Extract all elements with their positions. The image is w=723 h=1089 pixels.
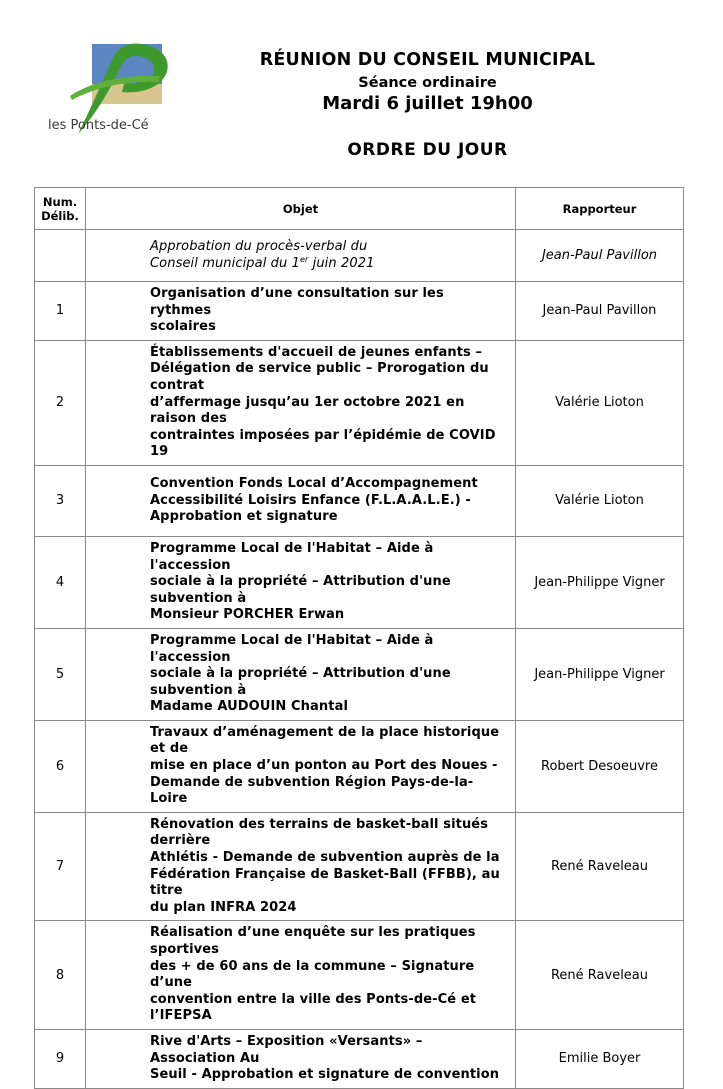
row-num [35, 230, 86, 282]
table-row [35, 720, 684, 812]
agenda-table [34, 187, 684, 1089]
objet-line: Travaux d’aménagement de la place historique et de [150, 724, 500, 757]
objet-line: sociale à la propriété – Attribution d'une subvention à [150, 574, 451, 606]
row-num: 6 [35, 720, 86, 812]
header-num-line1: Num. [42, 194, 78, 209]
row-objet [86, 720, 516, 812]
objet-line: Rive d'Arts – Exposition «Versants» – Association Au [150, 1033, 423, 1066]
row-objet [86, 282, 516, 341]
intro-line2-suffix: juin 2021 [308, 255, 375, 271]
objet-line: scolaires [150, 319, 216, 335]
objet-line: Rénovation des terrains de basket-ball situés derrière [150, 816, 489, 849]
objet-line: Demande de subvention Région Pays-de-la-Loire [150, 774, 474, 807]
row-num: 1 [35, 282, 86, 341]
row-num: 4 [35, 536, 86, 628]
objet-line: contraintes imposées par l’épidémie de COVID 19 [150, 427, 496, 460]
row-objet [86, 1029, 516, 1088]
row-rapporteur: Robert Desoeuvre [516, 720, 684, 812]
row-rapporteur: Jean-Paul Pavillon [516, 282, 684, 341]
agenda-title: ORDRE DU JOUR [347, 140, 508, 160]
objet-line: convention entre la ville des Ponts-de-Cé et l’IFEPSA [150, 991, 477, 1024]
objet-line: d’affermage jusqu’au 1er octobre 2021 en raison des [150, 394, 465, 427]
page-subtitle: Séance ordinaire [358, 75, 497, 91]
header-num [35, 188, 86, 230]
objet-line: Monsieur PORCHER Erwan [150, 607, 345, 623]
table-row [35, 812, 684, 921]
row-objet [86, 465, 516, 536]
objet-line: Convention Fonds Local d’Accompagnement [150, 476, 478, 492]
table-row-intro [35, 230, 684, 282]
table-row [35, 921, 684, 1030]
row-num: 9 [35, 1029, 86, 1088]
objet-line: Programme Local de l'Habitat – Aide à l'accession [150, 540, 434, 573]
objet-line: du plan INFRA 2024 [150, 899, 297, 915]
table-row [35, 282, 684, 341]
objet-line: Approbation et signature [150, 509, 338, 525]
row-rapporteur: René Raveleau [516, 812, 684, 921]
row-num: 5 [35, 628, 86, 720]
row-rapporteur: Jean-Paul Pavillon [516, 230, 684, 282]
table-row [35, 628, 684, 720]
meeting-date: Mardi 6 juillet 19h00 [322, 93, 533, 114]
row-objet [86, 921, 516, 1030]
row-rapporteur: Jean-Philippe Vigner [516, 628, 684, 720]
row-rapporteur: Emilie Boyer [516, 1029, 684, 1088]
row-num: 2 [35, 340, 86, 465]
row-rapporteur: Valérie Lioton [516, 340, 684, 465]
objet-line: sociale à la propriété – Attribution d'une subvention à [150, 666, 451, 698]
table-row [35, 340, 684, 465]
row-objet [86, 340, 516, 465]
header-rapporteur: Rapporteur [516, 188, 684, 230]
row-num: 8 [35, 921, 86, 1030]
row-objet [86, 628, 516, 720]
objet-line: Athlétis - Demande de subvention auprès de la [150, 850, 500, 866]
objet-line: Fédération Française de Basket-Ball (FFBB), au titre [150, 866, 500, 899]
row-rapporteur: René Raveleau [516, 921, 684, 1030]
table-row [35, 536, 684, 628]
table-header-row [35, 188, 684, 230]
table-row [35, 465, 684, 536]
logo-text: les Ponts-de-Cé [48, 118, 149, 133]
intro-line1: Approbation du procès-verbal du [150, 238, 368, 254]
row-rapporteur: Jean-Philippe Vigner [516, 536, 684, 628]
table-row [35, 1029, 684, 1088]
objet-line: des + de 60 ans de la commune – Signature d’une [150, 958, 475, 991]
objet-line: Accessibilité Loisirs Enfance (F.L.A.A.L.E.) - [150, 492, 471, 508]
header-objet: Objet [86, 188, 516, 230]
page-title: RÉUNION DU CONSEIL MUNICIPAL [259, 50, 596, 70]
row-num: 7 [35, 812, 86, 921]
row-num: 3 [35, 465, 86, 536]
row-objet [86, 230, 516, 282]
objet-line: Établissements d'accueil de jeunes enfants – [150, 344, 483, 360]
header-num-line2: Délib. [41, 208, 79, 223]
intro-line2-sup: er [299, 254, 309, 264]
objet-line: Programme Local de l'Habitat – Aide à l'accession [150, 632, 434, 665]
objet-line: mise en place d’un ponton au Port des Noues - [150, 758, 498, 774]
objet-line: Réalisation d’une enquête sur les pratiques sportives [150, 925, 476, 957]
row-objet [86, 536, 516, 628]
row-rapporteur: Valérie Lioton [516, 465, 684, 536]
objet-line: Organisation d’une consultation sur les rythmes [150, 286, 444, 318]
objet-line: Seuil - Approbation et signature de convention [150, 1067, 500, 1083]
row-objet [86, 812, 516, 921]
objet-line: Délégation de service public – Prorogation du contrat [150, 361, 489, 393]
objet-line: Madame AUDOUIN Chantal [150, 699, 348, 715]
intro-line2-prefix: Conseil municipal du 1 [150, 255, 300, 271]
